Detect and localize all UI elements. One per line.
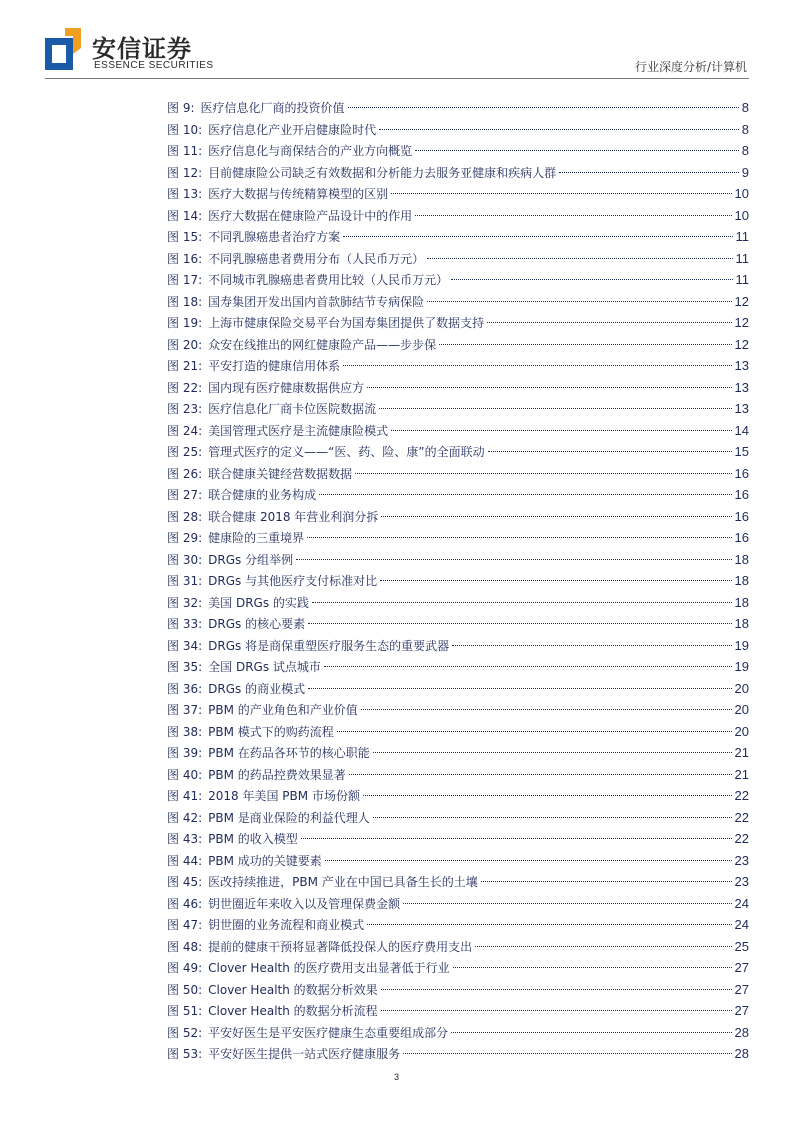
figure-title[interactable]: 钥世圈近年来收入以及管理保费金额 [208, 896, 401, 911]
figure-index-entry[interactable] [167, 226, 749, 248]
figure-number: 图 22: [167, 380, 203, 395]
figure-title[interactable]: 平安打造的健康信用体系 [208, 359, 341, 373]
page-reference[interactable]: 18 [734, 616, 749, 631]
figure-number: 图 18: [167, 294, 203, 309]
figure-number: 图 24: [167, 423, 203, 438]
figure-index-entry[interactable] [167, 678, 749, 700]
figure-title[interactable]: PBM 的药品控费效果显著 [208, 767, 346, 782]
dot-leader [381, 516, 731, 517]
page-reference[interactable]: 18 [734, 551, 749, 567]
figure-index-entry[interactable] [167, 527, 749, 549]
figure-index-entry[interactable] [167, 613, 749, 635]
figure-title[interactable]: Clover Health 的医疗费用支出显著低于行业 [208, 961, 450, 975]
company-name-cn: 安信证券 [92, 35, 192, 63]
page-reference[interactable]: 23 [734, 852, 749, 868]
page-reference[interactable]: 23 [734, 874, 749, 889]
dot-leader [381, 989, 732, 990]
dot-leader [391, 193, 731, 194]
dot-leader [355, 473, 731, 474]
page-reference[interactable]: 24 [734, 917, 749, 932]
figure-index-entry[interactable] [167, 398, 749, 420]
figure-number: 图 42: [167, 810, 203, 825]
figure-number: 图 35: [167, 660, 203, 674]
figure-index-entry[interactable] [167, 828, 749, 850]
figure-title[interactable]: 美国 DRGs 的实践 [208, 595, 309, 610]
dot-leader [373, 752, 732, 753]
page-reference[interactable]: 19 [734, 637, 749, 653]
figure-title[interactable]: 医疗信息化与商保结合的产业方向概览 [208, 144, 413, 158]
figure-number: 图 31: [167, 574, 203, 588]
dot-leader [380, 580, 731, 581]
figure-index-entry[interactable] [167, 807, 749, 829]
figure-title[interactable]: PBM 的收入模型 [208, 832, 298, 846]
page-reference[interactable]: 15 [734, 444, 749, 459]
page-reference[interactable]: 18 [734, 573, 749, 588]
page-reference[interactable]: 27 [734, 1003, 749, 1018]
page-reference[interactable]: 16 [734, 530, 749, 545]
figure-title[interactable]: 国内现有医疗健康数据供应方 [208, 380, 365, 395]
page-reference[interactable]: 19 [734, 659, 749, 674]
figure-number: 图 10: [167, 122, 203, 137]
page-reference[interactable]: 13 [734, 401, 749, 416]
figure-index-entry[interactable] [167, 248, 749, 270]
dot-leader [307, 537, 731, 538]
figure-title[interactable]: Clover Health 的数据分析效果 [208, 982, 378, 997]
figure-title[interactable]: 不同乳腺癌患者费用分布（人民币万元） [208, 251, 425, 266]
figure-number: 图 20: [167, 337, 203, 352]
figure-number: 图 28: [167, 509, 203, 524]
figure-number: 图 46: [167, 896, 203, 911]
figure-number: 图 23: [167, 402, 203, 416]
page-reference[interactable]: 10 [734, 186, 749, 201]
page-reference[interactable]: 8 [741, 121, 749, 137]
dot-leader [308, 688, 731, 689]
figure-index-list [167, 97, 749, 1065]
dot-leader [308, 623, 731, 624]
page-reference[interactable]: 16 [734, 508, 749, 524]
page-reference[interactable]: 20 [734, 680, 749, 696]
figure-number: 图 41: [167, 789, 203, 803]
figure-title[interactable]: DRGs 分组举例 [208, 552, 294, 567]
page-reference[interactable]: 20 [734, 723, 749, 739]
figure-number: 图 51: [167, 1004, 203, 1018]
figure-index-entry[interactable] [167, 1022, 749, 1044]
figure-index-entry[interactable] [167, 936, 749, 958]
page-reference[interactable]: 21 [734, 766, 749, 782]
page-reference[interactable]: 16 [734, 465, 749, 481]
figure-title[interactable]: 医疗大数据与传统精算模型的区别 [208, 187, 389, 201]
figure-title[interactable]: DRGs 的商业模式 [208, 681, 306, 696]
figure-title[interactable]: 全国 DRGs 试点城市 [208, 660, 321, 674]
dot-leader [475, 946, 731, 947]
figure-number: 图 33: [167, 617, 203, 631]
figure-title[interactable]: 平安好医生是平安医疗健康生态重要组成部分 [208, 1025, 449, 1040]
page-reference[interactable]: 22 [734, 809, 749, 825]
figure-number: 图 53: [167, 1047, 203, 1061]
dot-leader [403, 903, 731, 904]
dot-leader [367, 924, 731, 925]
page-reference[interactable]: 8 [741, 143, 749, 158]
page-reference[interactable]: 22 [734, 831, 749, 846]
figure-number: 图 16: [167, 251, 203, 266]
figure-title[interactable]: 钥世圈的业务流程和商业模式 [208, 918, 365, 932]
figure-index-entry[interactable] [167, 893, 749, 915]
essence-logo-icon [45, 28, 81, 72]
dot-leader [301, 838, 732, 839]
dot-leader [481, 881, 732, 882]
figure-number: 图 32: [167, 595, 203, 610]
figure-index-entry[interactable] [167, 914, 749, 936]
figure-index-entry[interactable] [167, 721, 749, 743]
figure-title[interactable]: Clover Health 的数据分析流程 [208, 1004, 378, 1018]
page-reference[interactable]: 12 [734, 293, 749, 309]
dot-leader [367, 387, 731, 388]
figure-title[interactable]: PBM 在药品各环节的核心职能 [208, 746, 370, 760]
figure-title[interactable]: 目前健康险公司缺乏有效数据和分析能力去服务亚健康和疾病人群 [208, 165, 557, 180]
dot-leader [379, 129, 739, 130]
page-reference[interactable]: 16 [734, 487, 749, 502]
figure-index-entry[interactable] [167, 377, 749, 399]
header-divider [45, 78, 749, 79]
figure-index-entry[interactable] [167, 441, 749, 463]
page-reference[interactable]: 21 [734, 745, 749, 760]
figure-title[interactable]: 联合健康关键经营数据数据 [208, 466, 353, 481]
dot-leader [381, 1010, 732, 1011]
figure-number: 图 17: [167, 273, 203, 287]
figure-index-entry[interactable] [167, 312, 749, 334]
figure-number: 图 44: [167, 853, 203, 868]
dot-leader [325, 860, 732, 861]
figure-title[interactable]: 上海市健康保险交易平台为国寿集团提供了数据支持 [208, 316, 485, 330]
dot-leader [415, 150, 739, 151]
figure-title[interactable]: 提前的健康干预将显著降低投保人的医疗费用支出 [208, 939, 473, 954]
figure-title[interactable]: PBM 模式下的购药流程 [208, 724, 334, 739]
figure-title[interactable]: 管理式医疗的定义——“医、药、险、康”的全面联动 [208, 445, 485, 459]
dot-leader [453, 967, 732, 968]
figure-number: 图 34: [167, 638, 203, 653]
page-reference[interactable]: 28 [734, 1046, 749, 1061]
figure-index-entry[interactable] [167, 871, 749, 893]
figure-index-entry[interactable] [167, 269, 749, 291]
figure-number: 图 48: [167, 939, 203, 954]
dot-leader [451, 1032, 731, 1033]
figure-title[interactable]: 众安在线推出的网红健康险产品——步步保 [208, 337, 437, 352]
figure-number: 图 19: [167, 316, 203, 330]
figure-number: 图 43: [167, 832, 203, 846]
page-reference[interactable]: 20 [734, 702, 749, 717]
figure-index-entry[interactable] [167, 140, 749, 162]
page-reference[interactable]: 12 [734, 315, 749, 330]
dot-leader [439, 344, 731, 345]
dot-leader [403, 1053, 731, 1054]
page-reference[interactable]: 28 [734, 1024, 749, 1040]
dot-leader [451, 279, 732, 280]
figure-number: 图 45: [167, 875, 203, 889]
figure-title[interactable]: 联合健康 2018 年营业利润分拆 [208, 509, 379, 524]
figure-title[interactable]: PBM 是商业保险的利益代理人 [208, 810, 370, 825]
figure-index-entry[interactable] [167, 1043, 749, 1065]
figure-number: 图 14: [167, 208, 203, 223]
figure-number: 图 9: [167, 101, 195, 115]
figure-index-entry[interactable] [167, 183, 749, 205]
dot-leader [391, 430, 731, 431]
figure-index-entry[interactable] [167, 506, 749, 528]
figure-number: 图 38: [167, 724, 203, 739]
dot-leader [348, 107, 739, 108]
figure-index-entry[interactable] [167, 699, 749, 721]
page-reference[interactable]: 9 [741, 164, 749, 180]
dot-leader [343, 236, 732, 237]
figure-index-entry[interactable] [167, 97, 749, 119]
figure-index-entry[interactable] [167, 463, 749, 485]
dot-leader [487, 322, 731, 323]
figure-index-entry[interactable] [167, 656, 749, 678]
page-reference[interactable]: 27 [734, 981, 749, 997]
figure-index-entry[interactable] [167, 764, 749, 786]
figure-index-entry[interactable] [167, 291, 749, 313]
figure-number: 图 52: [167, 1025, 203, 1040]
figure-title[interactable]: 不同乳腺癌患者治疗方案 [208, 230, 341, 244]
dot-leader [343, 365, 731, 366]
dot-leader [415, 215, 731, 216]
page-reference[interactable]: 27 [734, 960, 749, 975]
figure-number: 图 50: [167, 982, 203, 997]
figure-index-entry[interactable] [167, 592, 749, 614]
figure-title[interactable]: 医疗大数据在健康险产品设计中的作用 [208, 208, 413, 223]
figure-index-entry[interactable] [167, 979, 749, 1001]
figure-title[interactable]: 健康险的三重境界 [208, 531, 305, 545]
page-reference[interactable]: 13 [734, 379, 749, 395]
dot-leader [363, 795, 732, 796]
figure-index-entry[interactable] [167, 785, 749, 807]
figure-title[interactable]: 2018 年美国 PBM 市场份额 [208, 789, 360, 803]
page-reference[interactable]: 24 [734, 895, 749, 911]
dot-leader [373, 817, 732, 818]
page-reference[interactable]: 11 [735, 250, 749, 266]
page-reference[interactable]: 12 [734, 336, 749, 352]
figure-index-entry[interactable] [167, 742, 749, 764]
dot-leader [427, 258, 732, 259]
figure-title[interactable]: DRGs 与其他医疗支付标准对比 [208, 574, 378, 588]
figure-number: 图 36: [167, 681, 203, 696]
figure-index-entry[interactable] [167, 162, 749, 184]
dot-leader [427, 301, 731, 302]
figure-number: 图 21: [167, 359, 203, 373]
page-reference[interactable]: 22 [734, 788, 749, 803]
figure-title[interactable]: DRGs 的核心要素 [208, 617, 306, 631]
page-reference[interactable]: 11 [735, 229, 749, 244]
page-number: 3 [393, 1072, 399, 1082]
figure-index-entry[interactable] [167, 549, 749, 571]
figure-title[interactable]: 医疗信息化厂商卡位医院数据流 [208, 402, 377, 416]
figure-number: 图 27: [167, 488, 203, 502]
dot-leader [349, 774, 732, 775]
figure-title[interactable]: 不同城市乳腺癌患者费用比较（人民币万元） [208, 273, 449, 287]
figure-number: 图 12: [167, 165, 203, 180]
dot-leader [337, 731, 732, 732]
dot-leader [379, 408, 731, 409]
company-name-en: ESSENCE SECURITIES [94, 60, 214, 71]
dot-leader [488, 451, 732, 452]
figure-number: 图 11: [167, 144, 203, 158]
figure-number: 图 47: [167, 918, 203, 932]
figure-title[interactable]: 联合健康的业务构成 [208, 488, 317, 502]
figure-number: 图 13: [167, 187, 203, 201]
page-reference[interactable]: 10 [734, 207, 749, 223]
figure-index-entry[interactable] [167, 205, 749, 227]
figure-title[interactable]: 医改持续推进，PBM 产业在中国已具备生长的土壤 [208, 875, 478, 889]
figure-index-entry[interactable] [167, 484, 749, 506]
figure-index-entry[interactable] [167, 850, 749, 872]
page-reference[interactable]: 8 [741, 100, 749, 115]
page-reference[interactable]: 13 [734, 358, 749, 373]
figure-number: 图 15: [167, 230, 203, 244]
figure-index-entry[interactable] [167, 420, 749, 442]
figure-title[interactable]: 医疗信息化产业开启健康险时代 [208, 122, 377, 137]
dot-leader [452, 645, 731, 646]
figure-index-entry[interactable] [167, 635, 749, 657]
figure-index-entry[interactable] [167, 119, 749, 141]
figure-number: 图 40: [167, 767, 203, 782]
figure-index-entry[interactable] [167, 570, 749, 592]
figure-index-entry[interactable] [167, 1000, 749, 1022]
dot-leader [324, 666, 732, 667]
page-reference[interactable]: 14 [734, 422, 749, 438]
figure-index-entry[interactable] [167, 355, 749, 377]
dot-leader [559, 172, 739, 173]
page-reference[interactable]: 25 [734, 938, 749, 954]
dot-leader [296, 559, 731, 560]
figure-title[interactable]: 国寿集团开发出国内首款肺结节专病保险 [208, 294, 425, 309]
figure-title[interactable]: PBM 的产业角色和产业价值 [208, 703, 358, 717]
figure-index-entry[interactable] [167, 334, 749, 356]
figure-number: 图 37: [167, 703, 203, 717]
page-header [0, 0, 793, 82]
figure-title[interactable]: 医疗信息化厂商的投资价值 [200, 101, 345, 115]
figure-number: 图 49: [167, 961, 203, 975]
figure-title[interactable]: DRGs 将是商保重塑医疗服务生态的重要武器 [208, 638, 450, 653]
dot-leader [312, 602, 732, 603]
figure-number: 图 30: [167, 552, 203, 567]
page-reference[interactable]: 11 [735, 272, 749, 287]
figure-title[interactable]: 平安好医生提供一站式医疗健康服务 [208, 1047, 401, 1061]
figure-title[interactable]: 美国管理式医疗是主流健康险模式 [208, 423, 389, 438]
dot-leader [361, 709, 732, 710]
figure-number: 图 29: [167, 531, 203, 545]
figure-number: 图 25: [167, 445, 203, 459]
report-category: 行业深度分析/计算机 [634, 60, 747, 74]
dot-leader [319, 494, 731, 495]
figure-number: 图 39: [167, 746, 203, 760]
figure-index-entry[interactable] [167, 957, 749, 979]
figure-number: 图 26: [167, 466, 203, 481]
figure-title[interactable]: PBM 成功的关键要素 [208, 853, 322, 868]
page-reference[interactable]: 18 [734, 594, 749, 610]
